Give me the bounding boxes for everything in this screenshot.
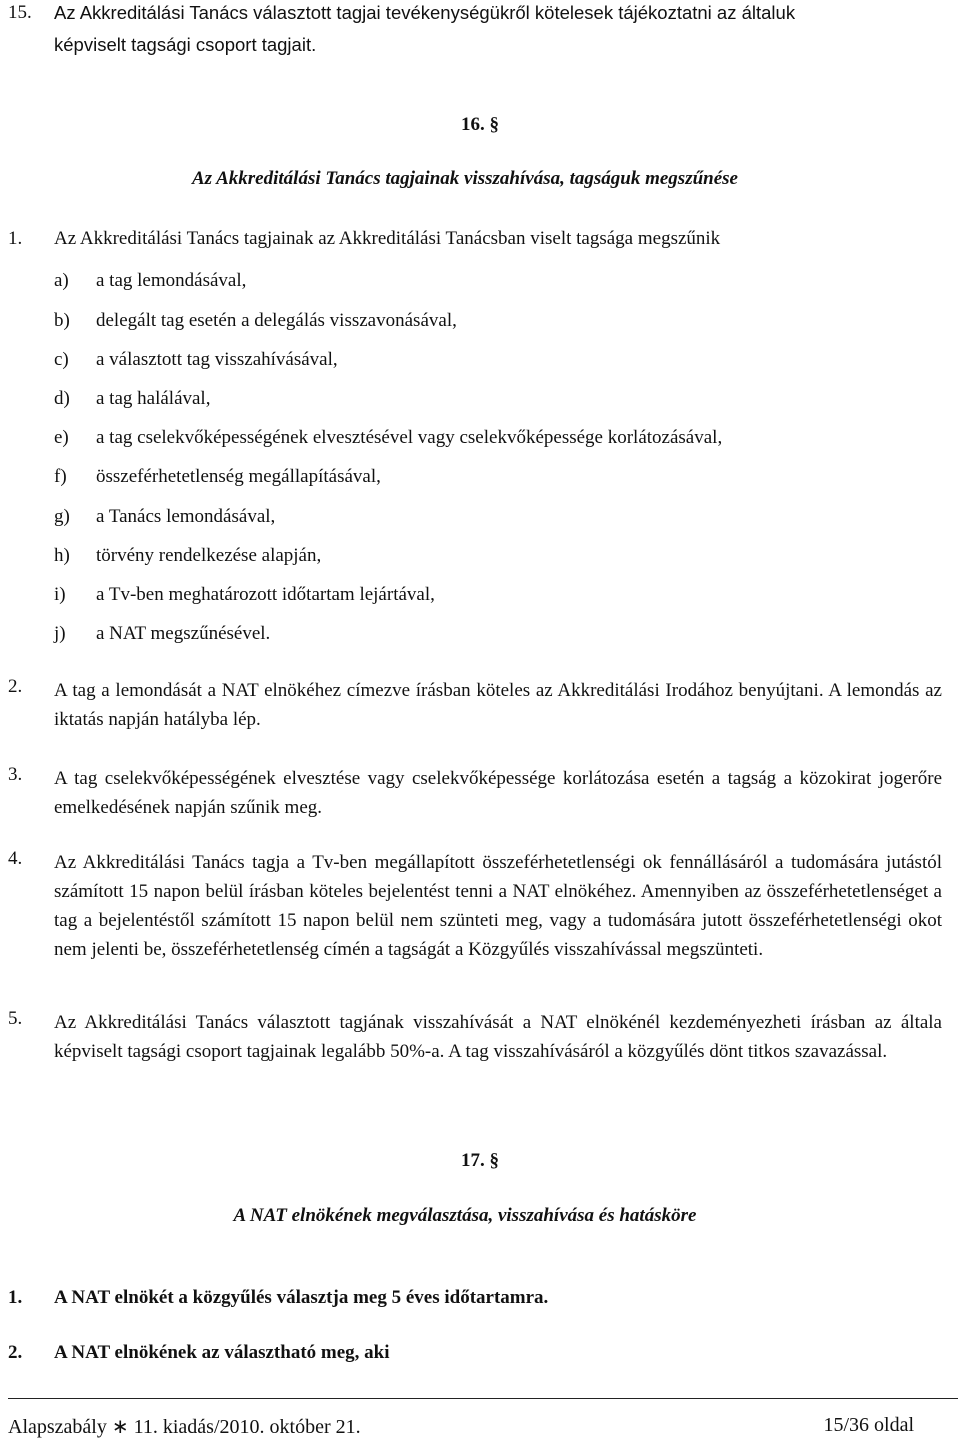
item-number: 3. <box>8 764 23 785</box>
item-number: 1. <box>8 228 23 249</box>
item-text: Az Akkreditálási Tanács tagja a Tv-ben megállapított összeférhetetlenségi ok fennállásáról a tudomására jutástól számított 15 napon belül írásban köteles bejelentést tenni a NAT elnökéhez. Amennyiben az összeférhetetlenséget a tag a bejelentéstől számított 15 napon belül nem szünteti meg, vagy a tudomására jutott összeférhetetlenségi okot nem jelenti be, összeférhetetlenség címén a tagságát a Közgyűlés visszahívással megszünteti. <box>54 852 942 960</box>
item-text: Az Akkreditálási Tanács választott tagjának visszahívását a NAT elnökénél kezdeményezheti írásban az általa képviselt tagsági csoport tagjainak legalább 50%-a. A tag visszahívásáról a közgyűlés dönt titkos szavazással. <box>54 1012 942 1062</box>
item-text: Az Akkreditálási Tanács tagjainak az Akkreditálási Tanácsban viselt tagsága megszűnik <box>54 228 721 249</box>
item-text: A tag a lemondását a NAT elnökéhez címezve írásban köteles az Akkreditálási Irodához benyújtani. A lemondás az iktatás napján hatályba lép. <box>54 680 942 730</box>
list-item: d) a tag halálával, <box>54 388 211 409</box>
list-item: e) a tag cselekvőképességének elvesztésével vagy cselekvőképessége korlátozásával, <box>54 427 723 448</box>
footer-divider <box>8 1398 958 1399</box>
item-number: 15. <box>8 2 32 23</box>
section-heading: 16. § <box>461 114 499 135</box>
item-number: 5. <box>8 1008 23 1029</box>
item-number: 4. <box>8 848 23 869</box>
item-number: 2. <box>8 676 23 697</box>
list-item: a) a tag lemondásával, <box>54 270 247 291</box>
list-item: i) a Tv-ben meghatározott időtartam lejártával, <box>54 584 435 605</box>
list-item: g) a Tanács lemondásával, <box>54 506 276 527</box>
item-text-line2: képviselt tagsági csoport tagjait. <box>54 34 317 55</box>
item-text: A tag cselekvőképességének elvesztése vagy cselekvőképessége korlátozása esetén a tagság a közokirat jogerőre emelkedésének napján szűnik meg. <box>54 768 942 818</box>
section-title: A NAT elnökének megválasztása, visszahívása és hatásköre <box>233 1205 697 1226</box>
list-item: h) törvény rendelkezése alapján, <box>54 545 322 566</box>
section-heading: 17. § <box>461 1150 499 1171</box>
footer-left: Alapszabály ∗ 11. kiadás/2010. október 21. <box>8 1416 361 1438</box>
list-item: 2. A NAT elnökének az választható meg, aki <box>8 1342 390 1363</box>
item-text-line1: Az Akkreditálási Tanács választott tagjai tevékenységükről kötelesek tájékoztatni az általuk <box>54 2 796 23</box>
list-item: c) a választott tag visszahívásával, <box>54 349 338 370</box>
page-number: 15/36 oldal <box>823 1414 914 1436</box>
list-item: f) összeférhetetlenség megállapításával, <box>54 466 381 487</box>
section-title: Az Akkreditálási Tanács tagjainak visszahívása, tagságuk megszűnése <box>192 168 738 189</box>
list-item: j) a NAT megszűnésével. <box>54 623 271 644</box>
list-item: b) delegált tag esetén a delegálás visszavonásával, <box>54 310 457 331</box>
list-item: 1. A NAT elnökét a közgyűlés választja meg 5 éves időtartamra. <box>8 1287 549 1308</box>
